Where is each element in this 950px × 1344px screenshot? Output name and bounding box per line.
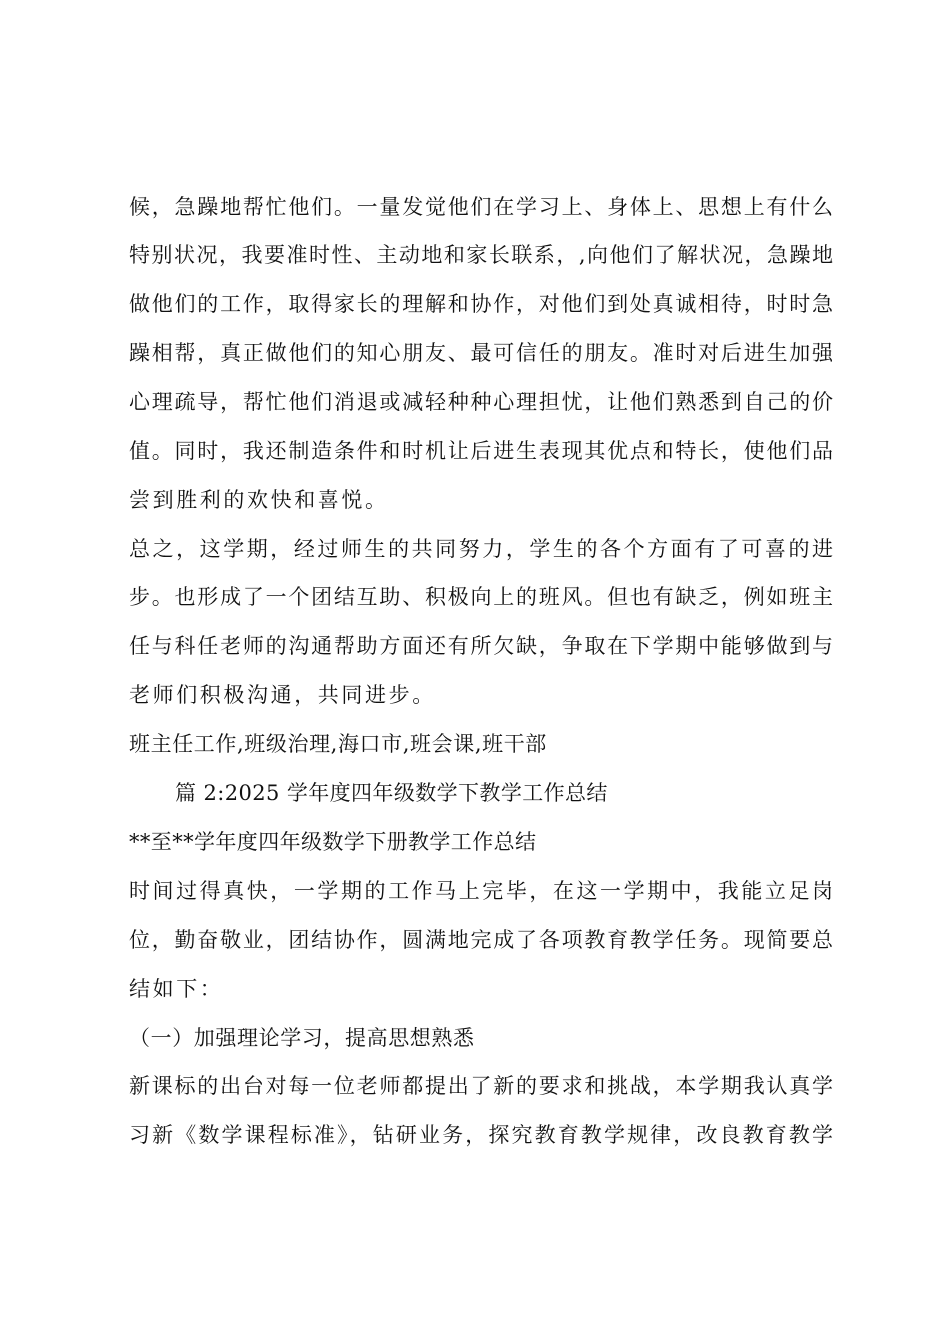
paragraph-line: 老师们积极沟通，共同进步。 bbox=[129, 683, 436, 707]
paragraph-line: 总之，这学期，经过师生的共同努力，学生的各个方面有了可喜的进 bbox=[129, 537, 833, 561]
paragraph-line: 心理疏导，帮忙他们消退或减轻种种心理担忧，让他们熟悉到自己的价 bbox=[129, 390, 833, 414]
paragraph-line: 习新《数学课程标准》，钻研业务，探究教育教学规律，改良教育教学 bbox=[129, 1123, 833, 1147]
paragraph-line: 步。也形成了一个团结互助、积极向上的班风。但也有缺乏，例如班主 bbox=[129, 585, 833, 609]
paragraph-line: 时间过得真快，一学期的工作马上完毕，在这一学期中，我能立足岗 bbox=[129, 879, 833, 903]
paragraph-line: 结如下： bbox=[129, 977, 224, 1001]
keywords-line: 班主任工作,班级治理,海口市,班会课,班干部 bbox=[129, 732, 547, 756]
paragraph-line: 新课标的出台对每一位老师都提出了新的要求和挑战，本学期我认真学 bbox=[129, 1074, 833, 1098]
section-title: 篇 2:2025 学年度四年级数学下教学工作总结 bbox=[175, 781, 608, 805]
paragraph-line: 做他们的工作，取得家长的理解和协作，对他们到处真诚相待，时时急 bbox=[129, 292, 833, 316]
paragraph-line: 值。同时，我还制造条件和时机让后进生表现其优点和特长，使他们品 bbox=[129, 439, 833, 463]
paragraph-line: 躁相帮，真正做他们的知心朋友、最可信任的朋友。准时对后进生加强 bbox=[129, 341, 833, 365]
section-heading: （一）加强理论学习，提高思想熟悉 bbox=[129, 1026, 475, 1050]
paragraph-line: 位，勤奋敬业，团结协作，圆满地完成了各项教育教学任务。现简要总 bbox=[129, 928, 833, 952]
paragraph-line: 任与科任老师的沟通帮助方面还有所欠缺，争取在下学期中能够做到与 bbox=[129, 634, 833, 658]
paragraph-line: 特别状况，我要准时性、主动地和家长联系，,向他们了解状况，急躁地 bbox=[129, 243, 833, 267]
paragraph-line: 候，急躁地帮忙他们。一量发觉他们在学习上、身体上、思想上有什么 bbox=[129, 195, 833, 219]
paragraph-line: 尝到胜利的欢快和喜悦。 bbox=[129, 488, 389, 512]
document-subtitle: **至**学年度四年级数学下册教学工作总结 bbox=[129, 830, 537, 854]
